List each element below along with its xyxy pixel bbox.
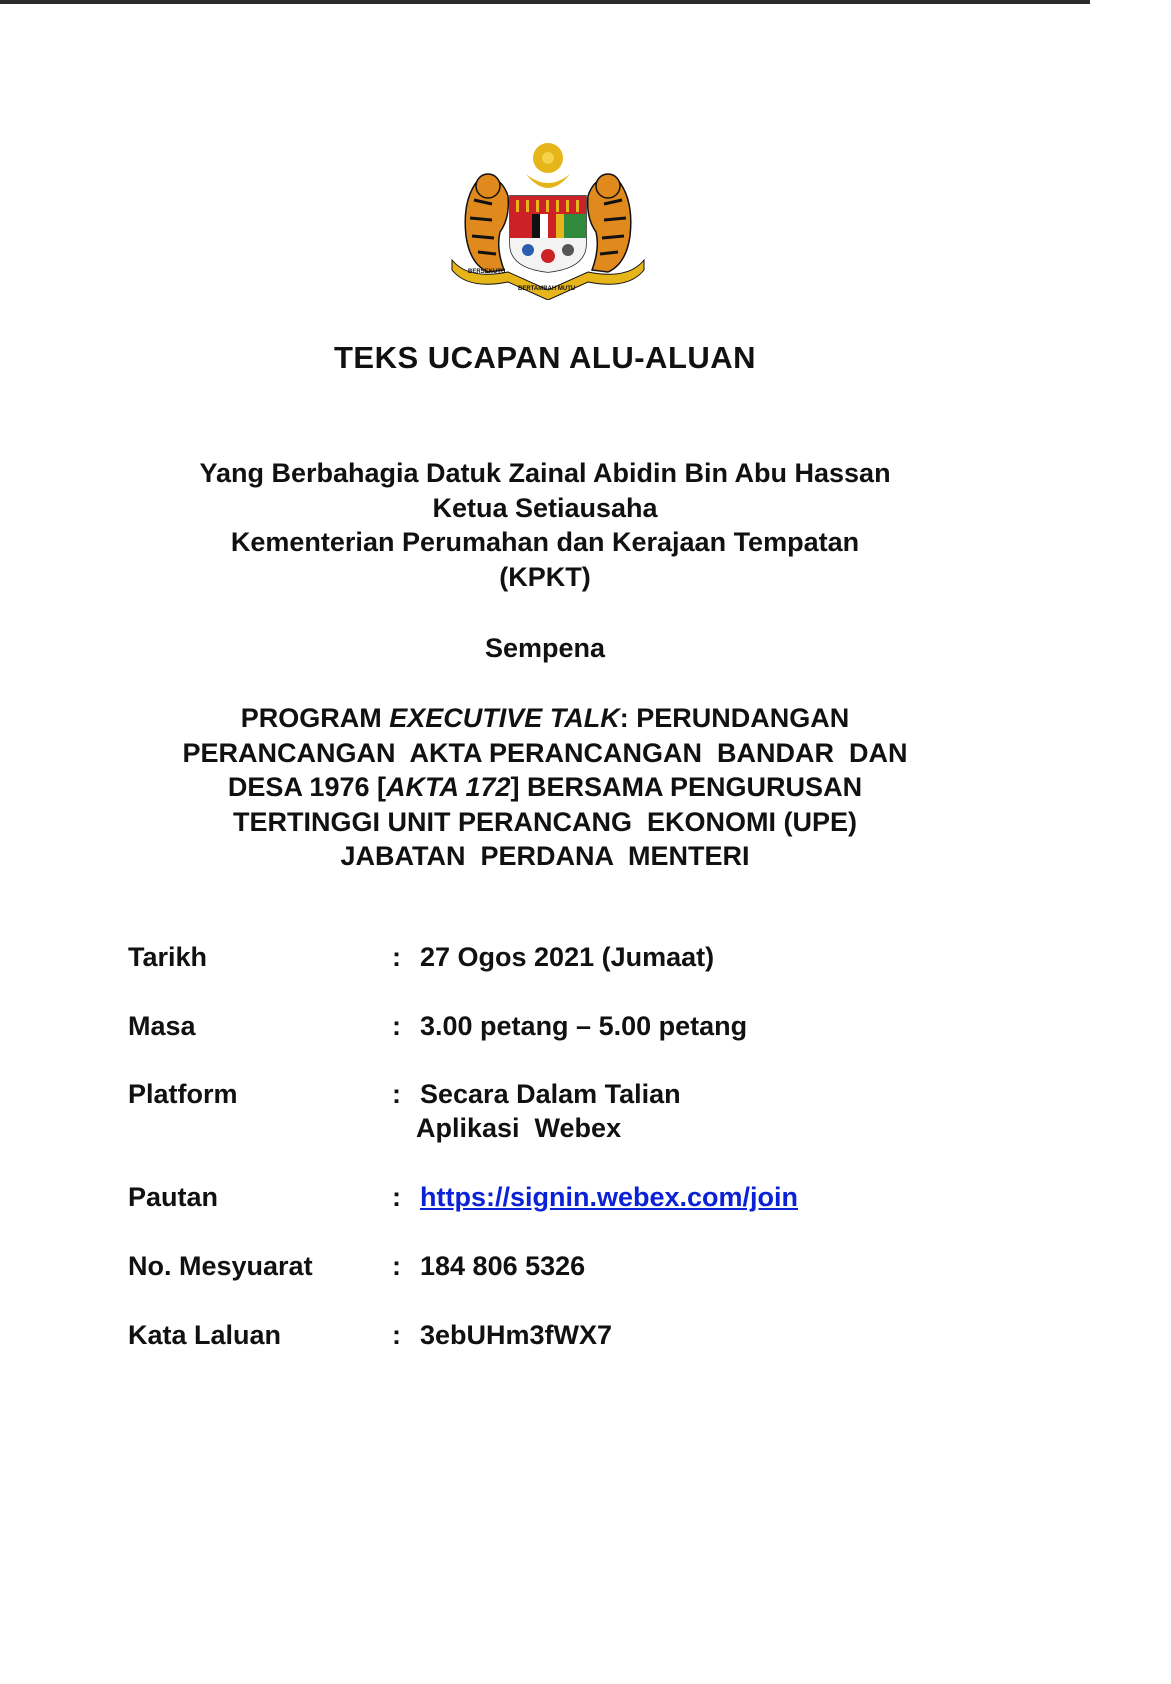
program-line-5: JABATAN PERDANA MENTERI: [340, 841, 750, 871]
kata-laluan-value: 3ebUHm3fWX7: [420, 1320, 613, 1350]
mesyuarat-value: 184 806 5326: [420, 1251, 586, 1281]
colon: :: [392, 1079, 401, 1109]
colon: :: [392, 942, 401, 972]
program-line-3-italic: AKTA 172: [386, 772, 511, 802]
event-details: [128, 940, 1028, 1352]
masa-value: 3.00 petang – 5.00 petang: [420, 1011, 748, 1041]
colon: :: [392, 1320, 401, 1350]
top-border: [0, 0, 1090, 4]
program-line-1-italic: EXECUTIVE TALK: [389, 703, 620, 733]
row-masa: [128, 1009, 1028, 1043]
colon: :: [392, 1011, 401, 1041]
row-kata-laluan: [128, 1318, 1028, 1352]
program-line-3-a: DESA 1976 [: [227, 772, 386, 802]
platform-label: Platform: [128, 1079, 238, 1109]
program-line-1-a: PROGRAM: [240, 703, 390, 733]
program-line-3: [0, 770, 1090, 805]
program-line-1: [0, 701, 1090, 736]
row-tarikh: [128, 940, 1028, 974]
crescent-icon: [526, 174, 570, 188]
pautan-label: Pautan: [128, 1182, 219, 1212]
right-tiger-icon: [588, 174, 631, 272]
kata-laluan-label: Kata Laluan: [128, 1320, 282, 1350]
row-pautan: [128, 1180, 1028, 1214]
platform-value-1: Secara Dalam Talian: [420, 1079, 681, 1109]
row-platform: [128, 1077, 1028, 1145]
motto-left: BERSEKUTU: [468, 269, 506, 275]
addressee-block: [0, 456, 1090, 594]
masa-label: Masa: [128, 1011, 196, 1041]
motto-bottom: BERTAMBAH MUTU: [518, 286, 576, 292]
mesyuarat-label: No. Mesyuarat: [128, 1251, 313, 1281]
coat-of-arms-emblem: [448, 140, 648, 300]
program-line-2: PERANCANGAN AKTA PERANCANGAN BANDAR DAN: [182, 737, 908, 768]
tarikh-label: Tarikh: [128, 942, 208, 972]
program-line-3-c: ] BERSAMA PENGURUSAN: [510, 772, 863, 802]
left-tiger-icon: [465, 174, 508, 272]
webex-link[interactable]: https://signin.webex.com/join: [420, 1182, 799, 1212]
addressee-position: Ketua Setiausaha: [432, 492, 658, 523]
shield-icon: [510, 196, 586, 272]
sempena-label: Sempena: [484, 633, 606, 663]
program-line-4: TERTINGGI UNIT PERANCANG EKONOMI (UPE): [232, 806, 857, 837]
addressee-ministry: Kementerian Perumahan dan Kerajaan Tempatan: [230, 527, 860, 557]
colon: :: [392, 1182, 401, 1212]
platform-value-2: Aplikasi Webex: [416, 1113, 622, 1143]
tarikh-value: 27 Ogos 2021 (Jumaat): [420, 942, 715, 972]
addressee-ministry-abbr: (KPKT): [499, 561, 591, 592]
row-mesyuarat: [128, 1249, 1028, 1283]
program-line-1-c: : PERUNDANGAN: [619, 703, 850, 733]
document-title: TEKS UCAPAN ALU-ALUAN: [333, 340, 757, 375]
federal-star-icon: [533, 143, 563, 173]
addressee-name: Yang Berbahagia Datuk Zainal Abidin Bin Abu Hassan: [199, 458, 891, 488]
colon: :: [392, 1251, 401, 1281]
program-title: [0, 701, 1090, 874]
